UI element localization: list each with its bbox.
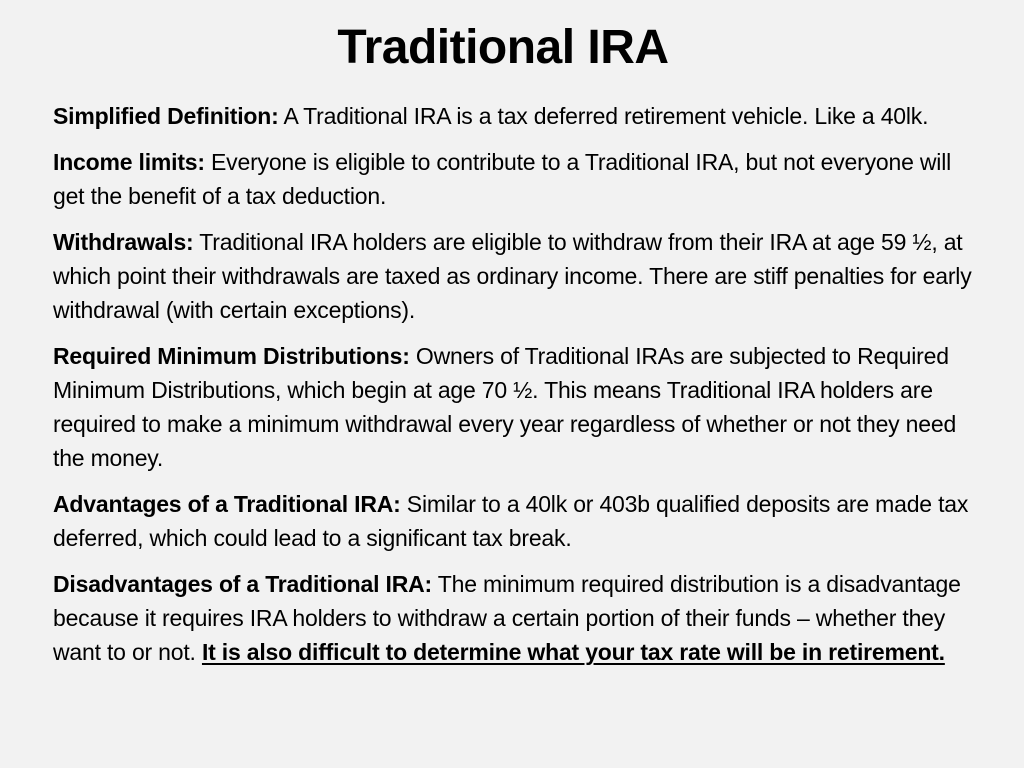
paragraph-label: Advantages of a Traditional IRA: [53, 491, 401, 517]
paragraph-text: Traditional IRA holders are eligible to withdraw from their IRA at age 59 ½, at which point their withdrawals are taxed as ordinary income. There are stiff penalties for early withdrawal (with certain exceptions). [53, 229, 972, 323]
paragraph-text: Similar to a 40lk or 403b qualified deposits are made tax deferred, which could lead to a significant tax break. [53, 491, 969, 551]
slide-title: Traditional IRA [337, 21, 669, 74]
paragraph-disadvantages [53, 567, 983, 669]
paragraph-income-limits [53, 145, 983, 213]
emphasized-statement: It is also difficult to determine what your tax rate will be in retirement. [201, 639, 945, 665]
paragraph-label: Disadvantages of a Traditional IRA: [53, 571, 432, 597]
paragraph-label: Withdrawals: [53, 229, 194, 255]
paragraph-required-minimum-distributions [53, 339, 983, 475]
paragraph-withdrawals [53, 225, 983, 327]
paragraph-text: A Traditional IRA is a tax deferred retirement vehicle. Like a 40lk. [278, 103, 929, 129]
paragraph-label: Required Minimum Distributions: [53, 343, 410, 369]
paragraph-text: Owners of Traditional IRAs are subjected to Required Minimum Distributions, which begin at age 70 ½. This means Traditional IRA holders are required to make a minimum withdrawal every year regardless of whether or not they need the money. [53, 343, 957, 471]
paragraph-simplified-definition [53, 99, 983, 133]
paragraph-label: Simplified Definition: [53, 103, 279, 129]
slide-body [53, 99, 983, 681]
paragraph-advantages [53, 487, 983, 555]
paragraph-text: The minimum required distribution is a disadvantage because it requires IRA holders to withdraw a certain portion of their funds – whether they want to or not. [53, 571, 961, 665]
paragraph-text: Everyone is eligible to contribute to a Traditional IRA, but not everyone will get the benefit of a tax deduction. [53, 149, 952, 209]
paragraph-label: Income limits: [53, 149, 205, 175]
